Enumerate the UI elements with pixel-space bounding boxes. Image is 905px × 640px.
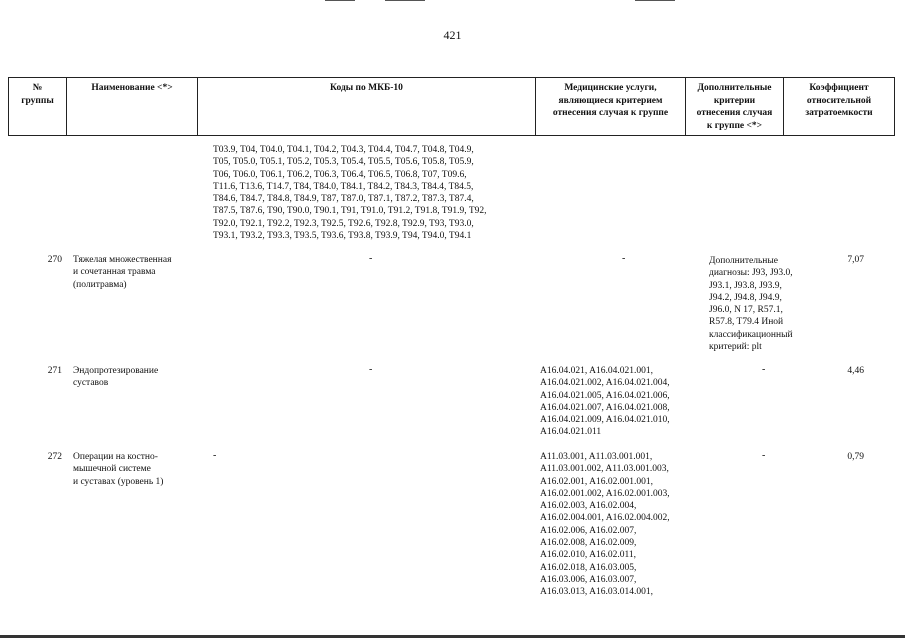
- coefficient-270: 7,07: [847, 255, 864, 265]
- header-name: Наименование <*>: [91, 83, 173, 93]
- medical-services-272: A11.03.001, A11.03.001.001, A11.03.001.002, A11.03.001.003, A16.02.001, A16.02.001.001, A16.02.001.002, A16.02.001.003, A16.02.003, A16.02.004, A16.02.004.001, A16.02.004.002, A16.02.006, A16.02.007, A16.02.008, A16.02.009, A16.02.010, A16.02.011, A16.02.018, A16.03.005, A16.03.006, A16.03.007, A16.03.013, A16.03.014.001,: [540, 452, 670, 598]
- icd-codes-270: -: [369, 253, 373, 264]
- header-coefficient: Коэффициент относительной затратоемкости: [805, 83, 873, 118]
- header-medical-services: Медицинские услуги, являющиеся критерием отнесения случая к группе: [552, 83, 669, 118]
- page-number: 421: [443, 28, 462, 42]
- header-group-number: № группы: [21, 83, 54, 106]
- medical-services-271: A16.04.021, A16.04.021.001, A16.04.021.002, A16.04.021.004, A16.04.021.005, A16.04.021.006, A16.04.021.007, A16.04.021.008, A16.04.021.009, A16.04.021.010, A16.04.021.011: [540, 366, 670, 438]
- page-bottom-edge: [0, 635, 905, 638]
- icd-codes-272: -: [213, 450, 217, 461]
- scan-edge-mark: [385, 0, 425, 1]
- table-top-border: [8, 77, 895, 78]
- group-name-271: Эндопротезирование суставов: [73, 366, 159, 389]
- group-number-270: 270: [47, 255, 62, 265]
- table-header-bottom-border: [8, 135, 895, 136]
- continuation-icd-codes: T03.9, T04, T04.0, T04.1, T04.2, T04.3, T04.4, T04.7, T04.8, T04.9, T05, T05.0, T05.1, T05.2, T05.3, T05.4, T05.5, T05.6, T05.8, T05.9, T06, T06.0, T06.1, T06.2, T06.3, T06.4, T06.5, T06.8, T07, T09.6, T11.6, T13.6, T14.7, T84, T84.0, T84.1, T84.2, T84.3, T84.4, T84.5, T84.6, T84.7, T84.8, T84.9, T87, T87.0, T87.1, T87.2, T87.3, T87.4, T87.5, T87.6, T90, T90.0, T90.1, T91, T91.0, T91.2, T91.8, T91.9, T92, T92.0, T92.1, T92.2, T92.3, T92.5, T92.6, T92.8, T92.9, T93, T93.0, T93.1, T93.2, T93.3, T93.5, T93.6, T93.8, T93.9, T94, T94.0, T94.1: [213, 145, 487, 242]
- additional-criteria-272: -: [762, 450, 766, 461]
- additional-criteria-270: Дополнительные диагнозы: J93, J93.0, J93.1, J93.8, J93.9, J94.2, J94.8, J94.9, J96.0, N 17, R57.1, R57.8, T79.4 Иной классификационный критерий: plt: [709, 256, 793, 353]
- scan-edge-mark: [635, 0, 675, 1]
- table-right-border: [894, 77, 895, 136]
- header-additional-criteria: Дополнительные критерии отнесения случая к группе <*>: [696, 83, 773, 131]
- group-name-272: Операции на костно- мышечной системе и суставах (уровень 1): [73, 452, 164, 487]
- coefficient-271: 4,46: [847, 366, 864, 376]
- group-number-271: 271: [47, 366, 62, 376]
- scan-edge-mark: [325, 0, 355, 1]
- header-icd-codes: Коды по МКБ-10: [330, 83, 403, 93]
- icd-codes-271: -: [369, 364, 373, 375]
- coefficient-272: 0,79: [847, 452, 864, 462]
- additional-criteria-271: -: [762, 364, 766, 375]
- group-name-270: Тяжелая множественная и сочетанная травма (политравма): [73, 255, 172, 290]
- group-number-272: 272: [47, 452, 62, 462]
- medical-services-270: -: [622, 253, 626, 264]
